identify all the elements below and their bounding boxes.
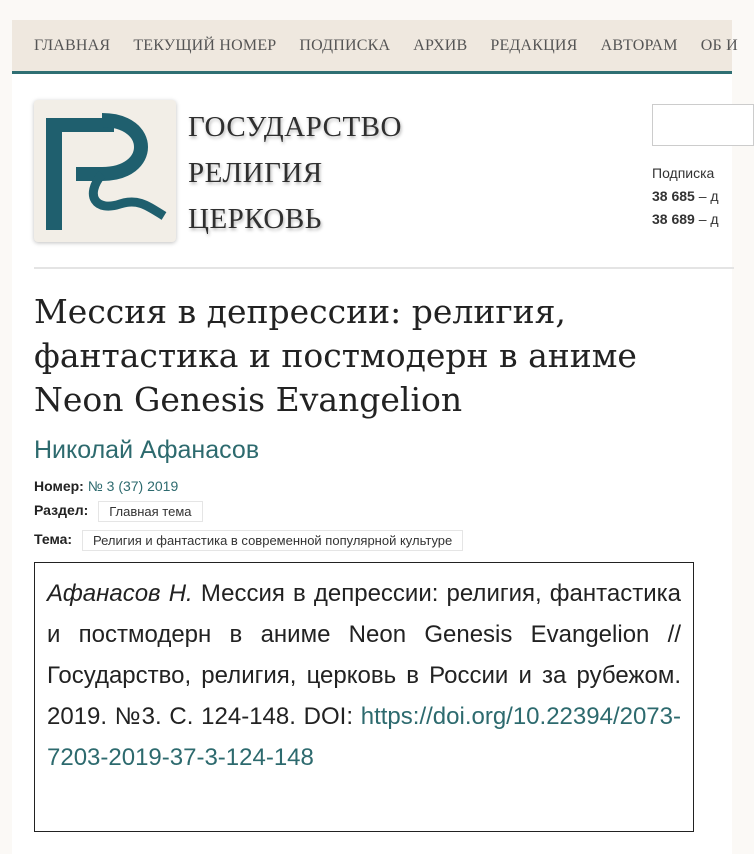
journal-title-line: РЕЛИГИЯ <box>188 157 323 189</box>
logo-r-icon <box>42 108 168 234</box>
page-content <box>12 74 732 854</box>
doi-link[interactable]: https://doi.org/10.22394/2073-7203-2019-37-3-124-148 <box>47 703 681 771</box>
subscription-label: Подписка <box>652 165 715 181</box>
theme-tag[interactable]: Религия и фантастика в современной популярной культуре <box>82 530 463 551</box>
search-input[interactable] <box>652 104 754 146</box>
subscription-index-2: 38 689 <box>652 211 695 227</box>
nav-subscription[interactable]: ПОДПИСКА <box>299 36 391 54</box>
nav-authors[interactable]: АВТОРАМ <box>600 36 678 54</box>
journal-title-line: ГОСУДАРСТВО <box>188 111 402 143</box>
citation-text: Мессия в депрессии: религия, фантастика и постмодерн в аниме Neon Genesis Evangelion // Государство, религия, церковь в России и за рубежом. 2019. №3. С. 124-148. DOI: <box>47 580 681 730</box>
article-author-link[interactable]: Николай Афанасов <box>34 436 260 464</box>
journal-title <box>188 104 402 242</box>
subscription-index-1: 38 685 <box>652 188 695 204</box>
journal-title-line: ЦЕРКОВЬ <box>188 203 322 235</box>
theme-row <box>34 530 463 551</box>
article-title: Мессия в депрессии: религия, фантастика и постмодерн в аниме Neon Genesis Evangelion <box>34 292 637 419</box>
theme-label: Тема: <box>34 531 73 548</box>
citation-box <box>34 562 694 832</box>
section-row <box>34 501 203 522</box>
subscription-info <box>652 162 719 231</box>
journal-logo[interactable] <box>34 100 176 242</box>
subscription-index-2-desc: – д <box>694 211 719 227</box>
nav-current-issue[interactable]: ТЕКУЩИЙ НОМЕР <box>133 36 277 54</box>
nav-about[interactable]: ОБ И <box>700 36 738 54</box>
top-navigation <box>12 20 738 74</box>
issue-label: Номер: <box>34 478 84 494</box>
nav-archive[interactable]: АРХИВ <box>413 36 468 54</box>
issue-link[interactable]: № 3 (37) 2019 <box>87 478 179 494</box>
subscription-index-1-desc: – д <box>694 188 719 204</box>
section-tag[interactable]: Главная тема <box>98 501 202 522</box>
nav-editorial[interactable]: РЕДАКЦИЯ <box>490 36 578 54</box>
header-divider <box>34 267 734 269</box>
section-label: Раздел: <box>34 502 89 519</box>
issue-row <box>34 478 178 494</box>
nav-home[interactable]: ГЛАВНАЯ <box>34 36 111 54</box>
citation-author: Афанасов Н. <box>47 580 193 607</box>
